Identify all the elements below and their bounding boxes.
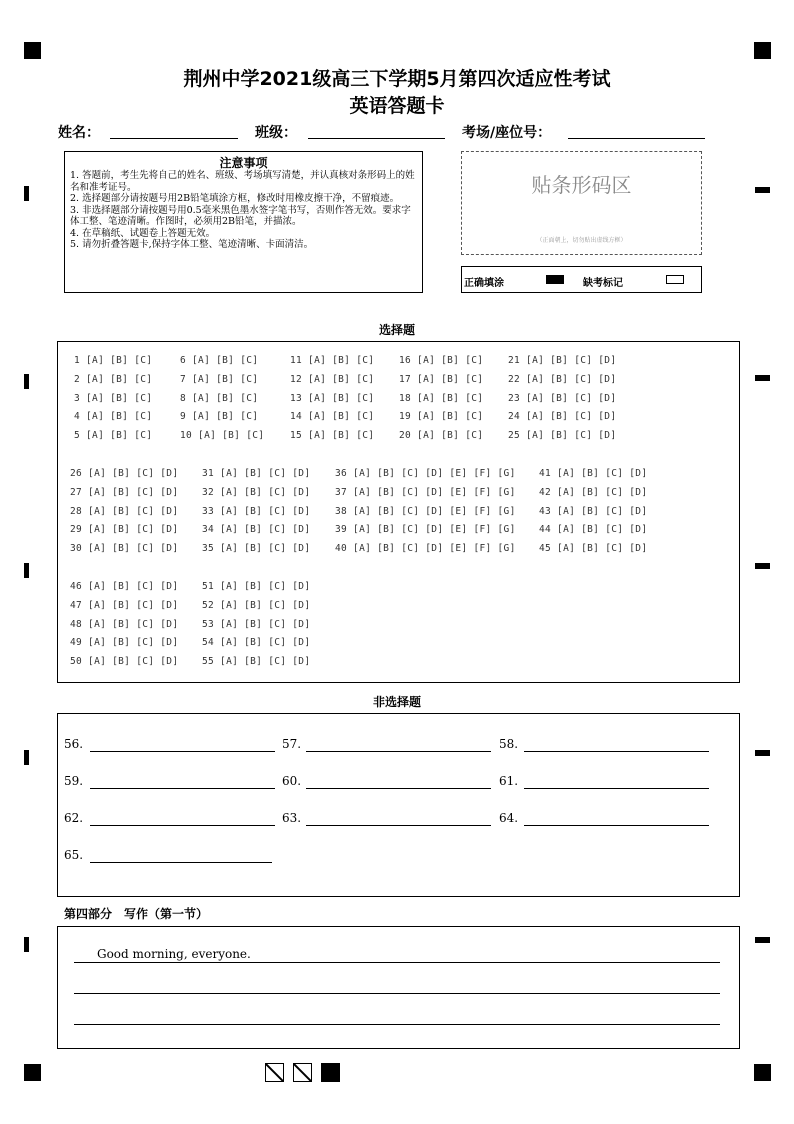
choice-question[interactable]: 18 [A] [B] [C]	[399, 392, 484, 404]
choice-question[interactable]: 53 [A] [B] [C] [D]	[202, 618, 311, 630]
choice-question[interactable]: 9 [A] [B] [C]	[180, 411, 259, 423]
notice-item: 5. 请勿折叠答题卡,保持字体工整、笔迹清晰、卡面清洁。	[70, 239, 314, 250]
timing-mark-right	[755, 750, 770, 756]
choice-question[interactable]: 4 [A] [B] [C]	[74, 411, 153, 423]
timing-mark-left	[24, 374, 29, 389]
timing-mark-left	[24, 563, 29, 578]
notice-item: 4. 在草稿纸、试题卷上答题无效。	[70, 227, 216, 239]
choice-question[interactable]: 27 [A] [B] [C] [D]	[70, 486, 179, 498]
name-field[interactable]	[110, 138, 238, 139]
timing-mark-right	[755, 563, 770, 569]
choice-question[interactable]: 40 [A] [B] [C] [D] [E] [F] [G]	[335, 543, 516, 555]
timing-mark-right	[755, 187, 770, 193]
fill-answer-line[interactable]	[90, 788, 275, 789]
choice-question[interactable]: 12 [A] [B] [C]	[290, 373, 375, 385]
choice-question[interactable]: 1 [A] [B] [C]	[74, 355, 153, 366]
alignment-mark-top-left	[24, 42, 41, 59]
choice-question[interactable]: 3 [A] [B] [C]	[74, 392, 153, 404]
choice-question[interactable]: 7 [A] [B] [C]	[180, 373, 259, 385]
seat-field[interactable]	[568, 138, 705, 139]
absent-mark-box[interactable]	[666, 275, 684, 284]
fill-question-number: 64.	[499, 811, 519, 825]
choice-question[interactable]: 51 [A] [B] [C] [D]	[202, 581, 311, 592]
choice-question[interactable]: 10 [A] [B] [C]	[180, 430, 265, 442]
choice-question[interactable]: 20 [A] [B] [C]	[399, 430, 484, 442]
timing-mark-right	[755, 937, 770, 943]
fill-question-number: 59.	[64, 774, 84, 788]
absent-mark-label: 缺考标记	[583, 278, 623, 289]
choice-question[interactable]: 45 [A] [B] [C] [D]	[539, 543, 648, 555]
notice-item: 2. 选择题部分请按题号用2B铅笔填涂方框，修改时用橡皮擦干净，不留痕迹。	[70, 193, 400, 204]
choice-question[interactable]: 2 [A] [B] [C]	[74, 373, 153, 385]
timing-mark-right	[755, 375, 770, 381]
choice-question[interactable]: 16 [A] [B] [C]	[399, 355, 484, 366]
slashed-box-icon	[293, 1063, 312, 1082]
page-subtitle: 英语答题卡	[349, 95, 445, 117]
fill-answer-line[interactable]	[306, 788, 491, 789]
fill-question-number: 58.	[499, 737, 519, 751]
choice-question[interactable]: 31 [A] [B] [C] [D]	[202, 468, 311, 479]
alignment-mark-bottom-right	[754, 1064, 771, 1081]
choice-question[interactable]: 49 [A] [B] [C] [D]	[70, 637, 179, 649]
timing-mark-left	[24, 186, 29, 201]
fill-answer-line[interactable]	[524, 825, 709, 826]
choice-question[interactable]: 37 [A] [B] [C] [D] [E] [F] [G]	[335, 486, 516, 498]
correct-fill-label: 正确填涂	[464, 278, 504, 289]
choice-question[interactable]: 13 [A] [B] [C]	[290, 392, 375, 404]
choice-question[interactable]: 29 [A] [B] [C] [D]	[70, 524, 179, 536]
writing-line[interactable]	[74, 993, 720, 994]
class-field[interactable]	[308, 138, 445, 139]
choice-question[interactable]: 22 [A] [B] [C] [D]	[508, 373, 617, 385]
choice-section-label: 选择题	[378, 323, 415, 337]
choice-question[interactable]: 54 [A] [B] [C] [D]	[202, 637, 311, 649]
choice-question[interactable]: 55 [A] [B] [C] [D]	[202, 656, 311, 668]
writing-line[interactable]	[74, 962, 720, 963]
choice-question[interactable]: 41 [A] [B] [C] [D]	[539, 468, 648, 479]
fill-answer-line[interactable]	[524, 788, 709, 789]
choice-question[interactable]: 6 [A] [B] [C]	[180, 355, 259, 366]
writing-section-label: 第四部分 写作（第一节）	[64, 907, 209, 921]
choice-question[interactable]: 30 [A] [B] [C] [D]	[70, 543, 179, 555]
choice-question[interactable]: 34 [A] [B] [C] [D]	[202, 524, 311, 536]
choice-question[interactable]: 46 [A] [B] [C] [D]	[70, 581, 179, 592]
writing-line[interactable]	[74, 1024, 720, 1025]
notice-item: 3. 非选择题部分请按题号用0.5毫米黑色墨水签字笔书写，否则作答无效。要求字体工整、笔迹清晰。作图时，必须用2B铅笔，并描浓。	[70, 204, 411, 227]
fill-answer-line[interactable]	[306, 825, 491, 826]
fill-legend	[461, 266, 702, 293]
slashed-box-icon	[265, 1063, 284, 1082]
choice-question[interactable]: 28 [A] [B] [C] [D]	[70, 505, 179, 517]
writing-first-line-text: Good morning, everyone.	[97, 947, 251, 961]
class-label: 班级：	[255, 125, 297, 141]
barcode-title: 贴条形码区	[531, 173, 632, 197]
fill-question-number: 65.	[64, 848, 84, 862]
choice-question[interactable]: 50 [A] [B] [C] [D]	[70, 656, 179, 668]
notice-title: 注意事项	[219, 156, 268, 170]
choice-question[interactable]: 52 [A] [B] [C] [D]	[202, 599, 311, 611]
notice-item: 1. 答题前，考生先将自己的姓名、班级、考场填写清楚，并认真核对条形码上的姓名和准考证号。	[70, 170, 415, 193]
choice-question[interactable]: 36 [A] [B] [C] [D] [E] [F] [G]	[335, 468, 516, 479]
filled-box-sample	[546, 275, 564, 284]
name-label: 姓名：	[58, 125, 100, 141]
page-title: 荆州中学2021级高三下学期5月第四次适应性考试	[183, 68, 611, 90]
nonchoice-section-box	[57, 713, 740, 897]
fill-answer-line[interactable]	[90, 825, 275, 826]
choice-question[interactable]: 17 [A] [B] [C]	[399, 373, 484, 385]
choice-question[interactable]: 5 [A] [B] [C]	[74, 430, 153, 442]
choice-question[interactable]: 11 [A] [B] [C]	[290, 355, 375, 366]
choice-question[interactable]: 23 [A] [B] [C] [D]	[508, 392, 617, 404]
choice-question[interactable]: 42 [A] [B] [C] [D]	[539, 486, 648, 498]
barcode-area	[461, 151, 702, 255]
choice-question[interactable]: 39 [A] [B] [C] [D] [E] [F] [G]	[335, 524, 516, 536]
notice-box	[64, 151, 423, 293]
choice-question[interactable]: 32 [A] [B] [C] [D]	[202, 486, 311, 498]
fill-question-number: 60.	[282, 774, 302, 788]
choice-question[interactable]: 38 [A] [B] [C] [D] [E] [F] [G]	[335, 505, 516, 517]
timing-mark-left	[24, 937, 29, 952]
fill-question-number: 57.	[282, 737, 302, 751]
choice-question[interactable]: 48 [A] [B] [C] [D]	[70, 618, 179, 630]
nonchoice-section-label: 非选择题	[372, 695, 421, 709]
fill-answer-line[interactable]	[524, 751, 709, 752]
alignment-mark-bottom-left	[24, 1064, 41, 1081]
choice-question[interactable]: 43 [A] [B] [C] [D]	[539, 505, 648, 517]
fill-question-number: 61.	[499, 774, 519, 788]
fill-question-number: 62.	[64, 811, 84, 825]
choice-question[interactable]: 47 [A] [B] [C] [D]	[70, 599, 179, 611]
fill-question-number: 56.	[64, 737, 84, 751]
choice-question[interactable]: 24 [A] [B] [C] [D]	[508, 411, 617, 423]
fill-answer-line[interactable]	[90, 862, 272, 863]
choice-question[interactable]: 25 [A] [B] [C] [D]	[508, 430, 617, 442]
writing-section-box	[57, 926, 740, 1049]
choice-question[interactable]: 8 [A] [B] [C]	[180, 392, 259, 404]
choice-question[interactable]: 14 [A] [B] [C]	[290, 411, 375, 423]
alignment-mark-top-right	[754, 42, 771, 59]
choice-question[interactable]: 26 [A] [B] [C] [D]	[70, 468, 179, 479]
seat-label: 考场/座位号：	[462, 125, 552, 141]
choice-question[interactable]: 35 [A] [B] [C] [D]	[202, 543, 311, 555]
fill-answer-line[interactable]	[306, 751, 491, 752]
filled-box-icon	[321, 1063, 340, 1082]
choice-question[interactable]: 44 [A] [B] [C] [D]	[539, 524, 648, 536]
timing-mark-left	[24, 750, 29, 765]
fill-question-number: 63.	[282, 811, 302, 825]
choice-question[interactable]: 33 [A] [B] [C] [D]	[202, 505, 311, 517]
choice-question[interactable]: 19 [A] [B] [C]	[399, 411, 484, 423]
fill-answer-line[interactable]	[90, 751, 275, 752]
barcode-note: （正面朝上，切勿贴出虚线方框）	[536, 237, 627, 244]
choice-question[interactable]: 15 [A] [B] [C]	[290, 430, 375, 442]
choice-question[interactable]: 21 [A] [B] [C] [D]	[508, 355, 617, 366]
